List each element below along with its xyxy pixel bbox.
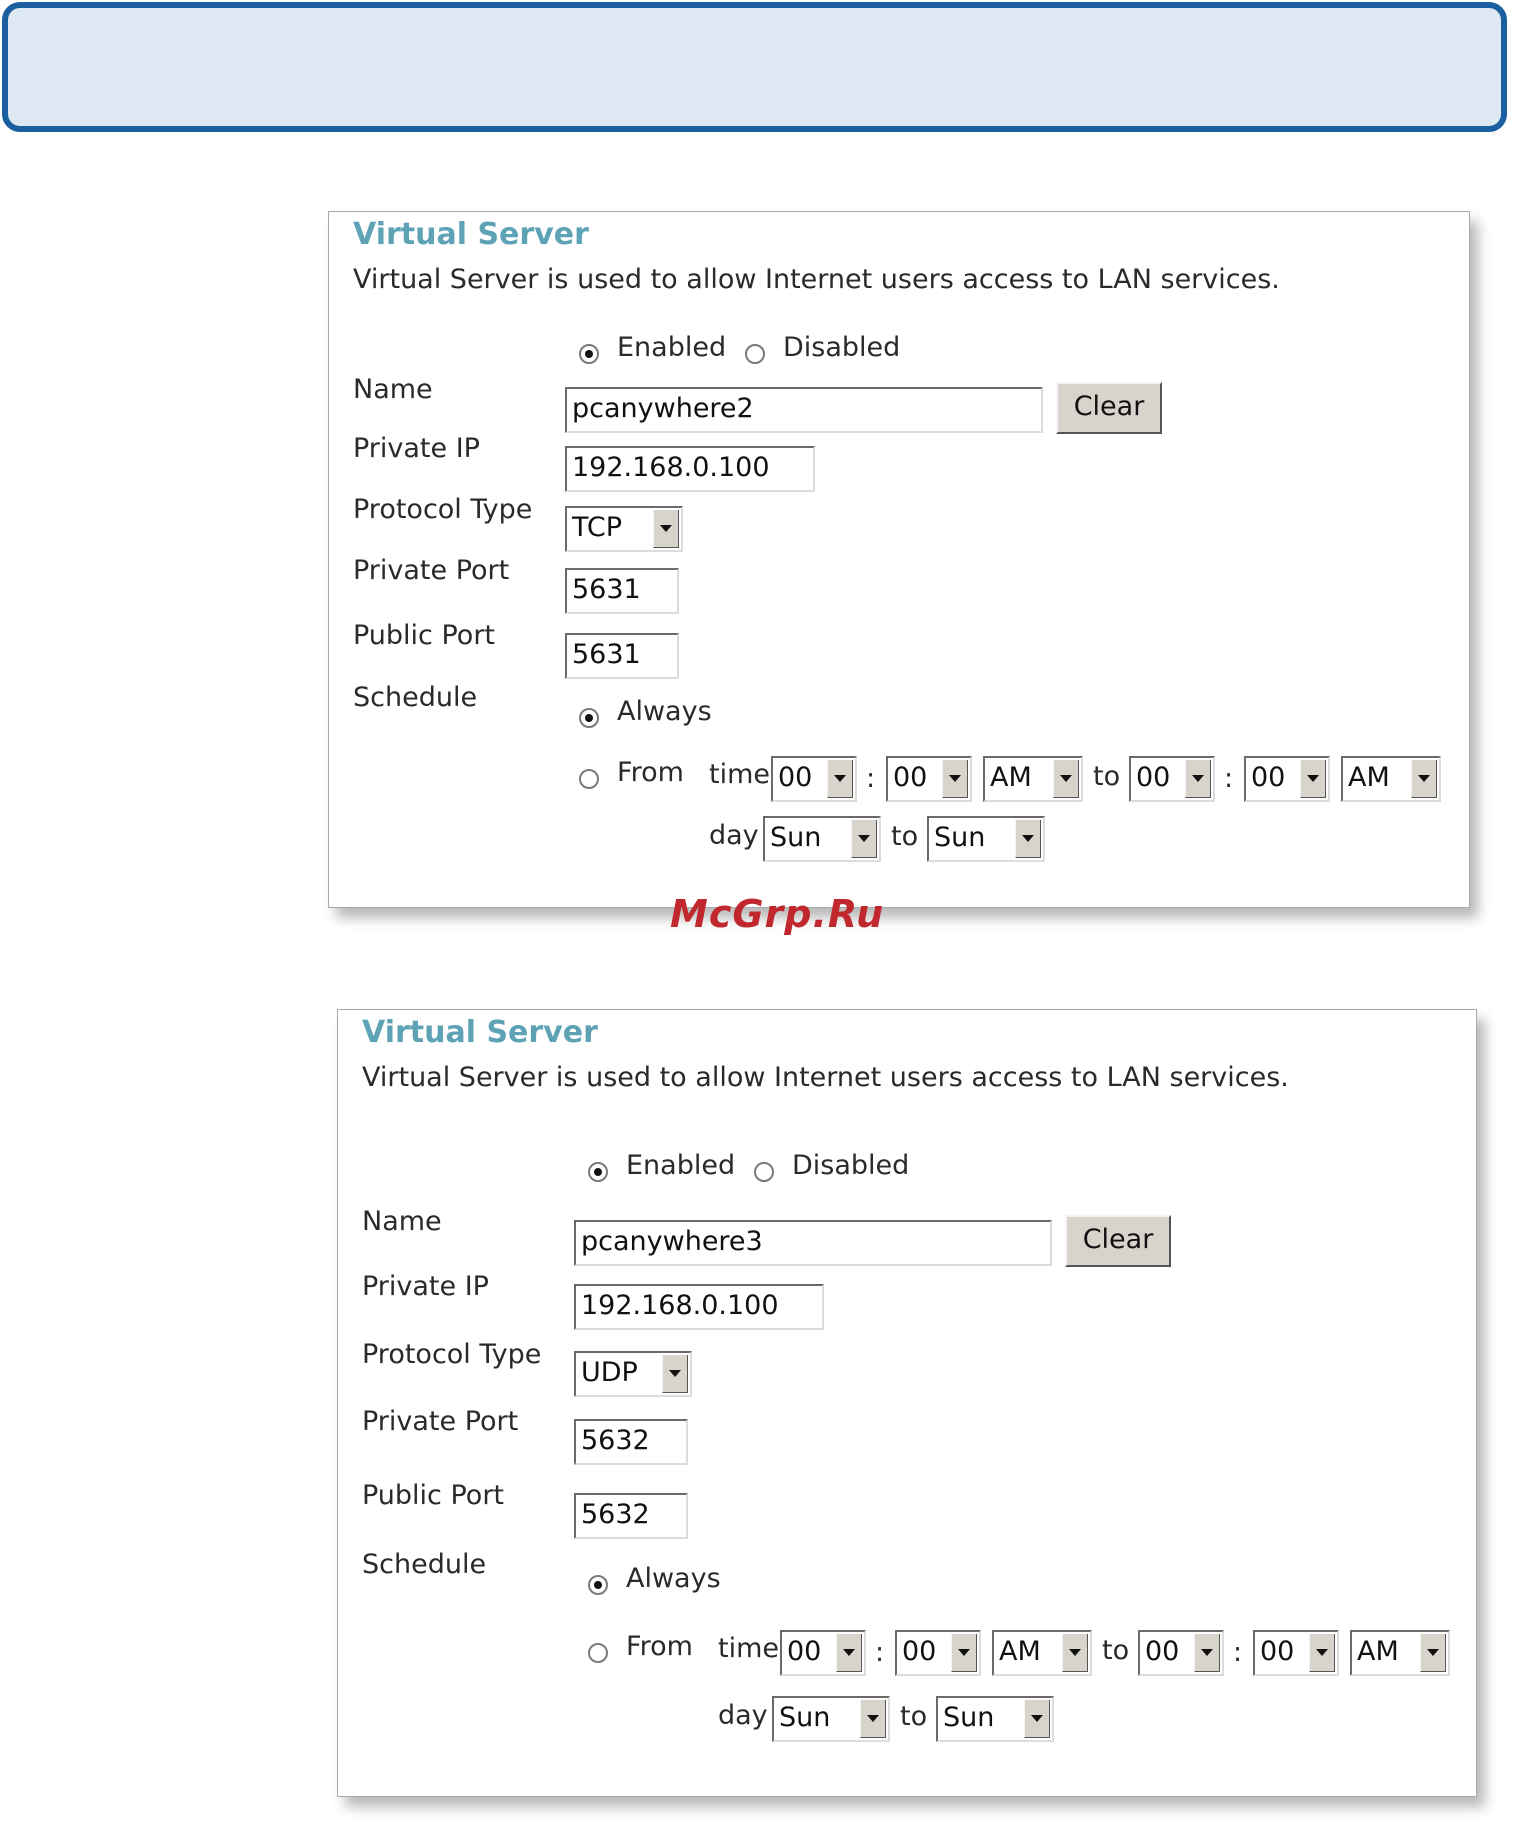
disabled-radio[interactable] [754, 1162, 774, 1182]
public-port-input[interactable]: 5632 [574, 1493, 688, 1539]
time-colon: : [1224, 763, 1234, 794]
dropdown-arrow-icon [827, 760, 853, 798]
time-to-label: to [1102, 1635, 1130, 1666]
to-hour-value: 00 [1145, 1636, 1180, 1667]
virtual-server-panel [328, 211, 1470, 908]
private-port-label: Private Port [362, 1406, 519, 1437]
from-hour-select[interactable] [771, 756, 857, 802]
dropdown-arrow-icon [1411, 760, 1437, 798]
to-hour-select[interactable] [1129, 756, 1215, 802]
from-hour-value: 00 [778, 762, 813, 793]
dropdown-arrow-icon [1062, 1634, 1088, 1672]
dropdown-arrow-icon [836, 1634, 862, 1672]
schedule-label: Schedule [362, 1549, 487, 1580]
dropdown-arrow-icon [1194, 1634, 1220, 1672]
always-label: Always [626, 1563, 721, 1594]
to-ampm-select[interactable] [1341, 756, 1441, 802]
from-ampm-select[interactable] [983, 756, 1083, 802]
to-minute-value: 00 [1251, 762, 1286, 793]
time-label: time [718, 1633, 780, 1664]
enabled-radio[interactable] [588, 1162, 608, 1182]
protocol-type-label: Protocol Type [353, 494, 533, 525]
day-label: day [718, 1700, 768, 1731]
to-ampm-value: AM [1357, 1636, 1399, 1667]
time-colon: : [875, 1637, 885, 1668]
private-port-input[interactable]: 5632 [574, 1419, 688, 1465]
to-day-select[interactable] [936, 1696, 1054, 1742]
from-ampm-select[interactable] [992, 1630, 1092, 1676]
enabled-label: Enabled [626, 1150, 736, 1181]
dropdown-arrow-icon [942, 760, 968, 798]
to-ampm-select[interactable] [1350, 1630, 1450, 1676]
dropdown-arrow-icon [1024, 1700, 1050, 1738]
from-day-value: Sun [770, 822, 822, 853]
private-ip-label: Private IP [353, 433, 480, 464]
disabled-radio[interactable] [745, 344, 765, 364]
from-minute-select[interactable] [895, 1630, 981, 1676]
name-label: Name [353, 374, 433, 405]
name-input[interactable]: pcanywhere3 [574, 1220, 1052, 1266]
top-banner [2, 2, 1507, 132]
private-ip-input[interactable]: 192.168.0.100 [565, 446, 815, 492]
to-ampm-value: AM [1348, 762, 1390, 793]
dropdown-arrow-icon [1300, 760, 1326, 798]
always-label: Always [617, 696, 712, 727]
private-ip-label: Private IP [362, 1271, 489, 1302]
dropdown-arrow-icon [1309, 1634, 1335, 1672]
from-day-select[interactable] [772, 1696, 890, 1742]
dropdown-arrow-icon [860, 1700, 886, 1738]
to-minute-value: 00 [1260, 1636, 1295, 1667]
panel-title: Virtual Server [362, 1015, 598, 1050]
to-hour-value: 00 [1136, 762, 1171, 793]
private-port-input[interactable]: 5631 [565, 568, 679, 614]
dropdown-arrow-icon [951, 1634, 977, 1672]
from-ampm-value: AM [999, 1636, 1041, 1667]
disabled-label: Disabled [783, 332, 901, 363]
from-hour-select[interactable] [780, 1630, 866, 1676]
day-to-label: to [891, 821, 919, 852]
to-day-value: Sun [943, 1702, 995, 1733]
protocol-type-select[interactable] [565, 506, 683, 552]
virtual-server-panel [337, 1009, 1477, 1797]
disabled-label: Disabled [792, 1150, 910, 1181]
from-label: From [617, 757, 684, 788]
from-hour-value: 00 [787, 1636, 822, 1667]
panel-description: Virtual Server is used to allow Internet users access to LAN services. [362, 1062, 1289, 1093]
from-minute-select[interactable] [886, 756, 972, 802]
dropdown-arrow-icon [662, 1355, 688, 1393]
name-label: Name [362, 1206, 442, 1237]
from-radio[interactable] [579, 769, 599, 789]
from-minute-value: 00 [893, 762, 928, 793]
time-label: time [709, 759, 771, 790]
from-label: From [626, 1631, 693, 1662]
from-ampm-value: AM [990, 762, 1032, 793]
time-colon: : [1233, 1637, 1243, 1668]
watermark-text: McGrp.Ru [670, 892, 885, 936]
from-day-value: Sun [779, 1702, 831, 1733]
dropdown-arrow-icon [851, 820, 877, 858]
day-to-label: to [900, 1701, 928, 1732]
always-radio[interactable] [579, 708, 599, 728]
time-colon: : [866, 763, 876, 794]
to-minute-select[interactable] [1253, 1630, 1339, 1676]
private-port-label: Private Port [353, 555, 510, 586]
day-label: day [709, 820, 759, 851]
from-minute-value: 00 [902, 1636, 937, 1667]
dropdown-arrow-icon [1185, 760, 1211, 798]
protocol-type-value: TCP [572, 512, 623, 543]
dropdown-arrow-icon [1015, 820, 1041, 858]
protocol-type-value: UDP [581, 1357, 638, 1388]
always-radio[interactable] [588, 1575, 608, 1595]
dropdown-arrow-icon [1420, 1634, 1446, 1672]
to-day-value: Sun [934, 822, 986, 853]
dropdown-arrow-icon [653, 510, 679, 548]
private-ip-input[interactable]: 192.168.0.100 [574, 1284, 824, 1330]
to-minute-select[interactable] [1244, 756, 1330, 802]
enabled-label: Enabled [617, 332, 727, 363]
enabled-radio[interactable] [579, 344, 599, 364]
panel-title: Virtual Server [353, 217, 589, 252]
to-hour-select[interactable] [1138, 1630, 1224, 1676]
public-port-input[interactable]: 5631 [565, 633, 679, 679]
to-day-select[interactable] [927, 816, 1045, 862]
schedule-label: Schedule [353, 682, 478, 713]
protocol-type-select[interactable] [574, 1351, 692, 1397]
protocol-type-label: Protocol Type [362, 1339, 542, 1370]
from-day-select[interactable] [763, 816, 881, 862]
name-input[interactable]: pcanywhere2 [565, 387, 1043, 433]
public-port-label: Public Port [353, 620, 496, 651]
public-port-label: Public Port [362, 1480, 505, 1511]
clear-button[interactable]: Clear [1065, 1215, 1171, 1267]
panel-description: Virtual Server is used to allow Internet users access to LAN services. [353, 264, 1280, 295]
clear-button[interactable]: Clear [1056, 382, 1162, 434]
dropdown-arrow-icon [1053, 760, 1079, 798]
from-radio[interactable] [588, 1643, 608, 1663]
time-to-label: to [1093, 761, 1121, 792]
